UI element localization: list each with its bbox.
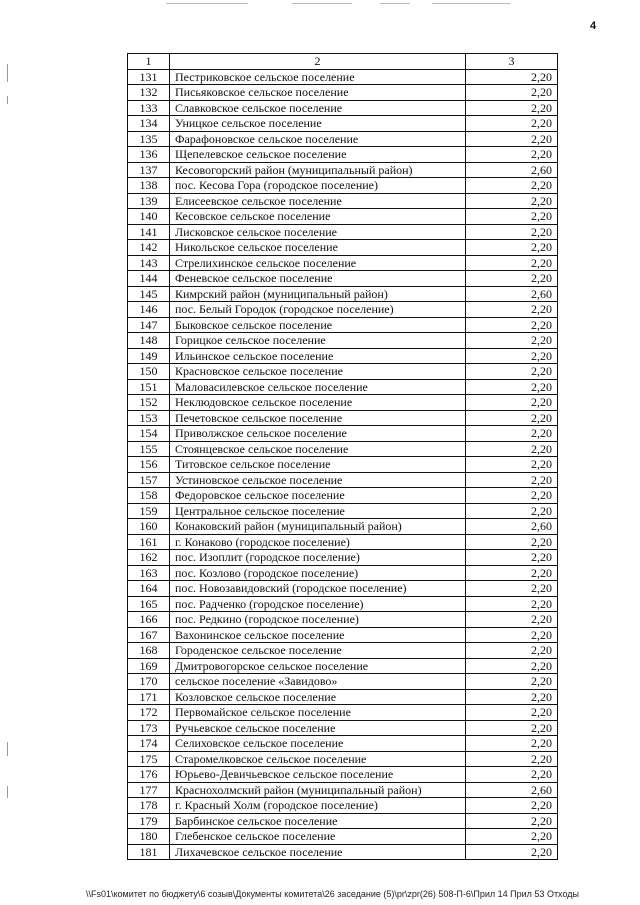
row-value: 2,20 xyxy=(466,596,558,612)
row-value: 2,20 xyxy=(466,224,558,240)
row-value: 2,20 xyxy=(466,348,558,364)
settlement-name: Ручьевское сельское поселение xyxy=(170,720,466,736)
row-value: 2,20 xyxy=(466,379,558,395)
row-number: 173 xyxy=(128,720,170,736)
table-row xyxy=(128,627,558,643)
row-value: 2,20 xyxy=(466,271,558,287)
settlement-name: Титовское сельское поселение xyxy=(170,457,466,473)
settlement-name: Неклюдовское сельское поселение xyxy=(170,395,466,411)
row-number: 181 xyxy=(128,844,170,860)
table-row xyxy=(128,643,558,659)
row-value: 2,20 xyxy=(466,751,558,767)
table-row xyxy=(128,472,558,488)
table-row xyxy=(128,658,558,674)
scan-artifact-line xyxy=(292,3,352,4)
settlement-name: Горицкое сельское поселение xyxy=(170,333,466,349)
row-value: 2,20 xyxy=(466,147,558,163)
row-number: 165 xyxy=(128,596,170,612)
row-value: 2,20 xyxy=(466,658,558,674)
settlement-name: Стрелихинское сельское поселение xyxy=(170,255,466,271)
table-row xyxy=(128,581,558,597)
row-number: 142 xyxy=(128,240,170,256)
row-value: 2,20 xyxy=(466,565,558,581)
row-value: 2,20 xyxy=(466,612,558,628)
table-row xyxy=(128,426,558,442)
row-number: 134 xyxy=(128,116,170,132)
row-number: 138 xyxy=(128,178,170,194)
settlement-name: пос. Радченко (городское поселение) xyxy=(170,596,466,612)
table-row xyxy=(128,798,558,814)
row-value: 2,20 xyxy=(466,550,558,566)
table-row xyxy=(128,550,558,566)
table-row xyxy=(128,100,558,116)
scan-margin-mark xyxy=(7,96,8,104)
row-number: 140 xyxy=(128,209,170,225)
row-number: 179 xyxy=(128,813,170,829)
row-number: 135 xyxy=(128,131,170,147)
table-row xyxy=(128,302,558,318)
settlement-name: Кимрский район (муниципальный район) xyxy=(170,286,466,302)
row-value: 2,20 xyxy=(466,178,558,194)
row-value: 2,60 xyxy=(466,782,558,798)
table-row xyxy=(128,379,558,395)
row-value: 2,60 xyxy=(466,286,558,302)
row-value: 2,20 xyxy=(466,410,558,426)
row-number: 146 xyxy=(128,302,170,318)
scan-margin-mark xyxy=(7,786,8,798)
row-value: 2,20 xyxy=(466,488,558,504)
row-value: 2,20 xyxy=(466,100,558,116)
table-row xyxy=(128,596,558,612)
settlement-name: пос. Изоплит (городское поселение) xyxy=(170,550,466,566)
table-row xyxy=(128,116,558,132)
table-row xyxy=(128,720,558,736)
row-number: 160 xyxy=(128,519,170,535)
row-number: 141 xyxy=(128,224,170,240)
table-row xyxy=(128,751,558,767)
row-number: 145 xyxy=(128,286,170,302)
settlement-name: Краснохолмский район (муниципальный район) xyxy=(170,782,466,798)
table-row xyxy=(128,674,558,690)
row-value: 2,20 xyxy=(466,705,558,721)
row-number: 172 xyxy=(128,705,170,721)
table-row xyxy=(128,131,558,147)
settlement-name: Уницкое сельское поселение xyxy=(170,116,466,132)
settlement-name: Письяковское сельское поселение xyxy=(170,85,466,101)
settlement-name: Дмитровогорское сельское поселение xyxy=(170,658,466,674)
row-value: 2,20 xyxy=(466,395,558,411)
table-row xyxy=(128,767,558,783)
table-row xyxy=(128,224,558,240)
row-value: 2,20 xyxy=(466,333,558,349)
table-row xyxy=(128,162,558,178)
table-body xyxy=(128,69,558,860)
row-number: 143 xyxy=(128,255,170,271)
row-value: 2,20 xyxy=(466,643,558,659)
table-row xyxy=(128,147,558,163)
row-value: 2,20 xyxy=(466,85,558,101)
row-value: 2,20 xyxy=(466,689,558,705)
row-number: 156 xyxy=(128,457,170,473)
table-row xyxy=(128,844,558,860)
settlement-name: Устиновское сельское поселение xyxy=(170,472,466,488)
table-row xyxy=(128,178,558,194)
scan-artifact-line xyxy=(380,3,410,4)
settlement-name: Маловасилевское сельское поселение xyxy=(170,379,466,395)
settlement-name: Никольское сельское поселение xyxy=(170,240,466,256)
row-number: 170 xyxy=(128,674,170,690)
header-cell-value: 3 xyxy=(466,54,558,70)
settlement-name: Юрьево-Девичьевское сельское поселение xyxy=(170,767,466,783)
row-number: 155 xyxy=(128,441,170,457)
row-number: 166 xyxy=(128,612,170,628)
scan-margin-mark xyxy=(7,742,8,756)
settlement-name: Центральное сельское поселение xyxy=(170,503,466,519)
settlement-name: Щепелевское сельское поселение xyxy=(170,147,466,163)
row-value: 2,20 xyxy=(466,503,558,519)
row-number: 153 xyxy=(128,410,170,426)
data-table xyxy=(127,53,558,860)
settlement-name: Стоянцевское сельское поселение xyxy=(170,441,466,457)
settlement-name: Федоровское сельское поселение xyxy=(170,488,466,504)
table-row xyxy=(128,689,558,705)
settlement-name: Конаковский район (муниципальный район) xyxy=(170,519,466,535)
settlement-name: Елисеевское сельское поселение xyxy=(170,193,466,209)
row-value: 2,20 xyxy=(466,441,558,457)
table-row xyxy=(128,736,558,752)
row-number: 131 xyxy=(128,69,170,85)
table-row xyxy=(128,255,558,271)
settlement-name: Первомайское сельское поселение xyxy=(170,705,466,721)
row-value: 2,20 xyxy=(466,131,558,147)
row-number: 139 xyxy=(128,193,170,209)
table-row xyxy=(128,395,558,411)
row-number: 147 xyxy=(128,317,170,333)
settlement-name: г. Конаково (городское поселение) xyxy=(170,534,466,550)
settlement-name: Ильинское сельское поселение xyxy=(170,348,466,364)
scan-artifact-line xyxy=(432,3,510,4)
settlement-name: пос. Новозавидовский (городское поселение) xyxy=(170,581,466,597)
row-number: 157 xyxy=(128,472,170,488)
row-number: 159 xyxy=(128,503,170,519)
settlement-name: Городенское сельское поселение xyxy=(170,643,466,659)
row-number: 132 xyxy=(128,85,170,101)
header-cell-number: 1 xyxy=(128,54,170,70)
row-value: 2,20 xyxy=(466,829,558,845)
row-value: 2,20 xyxy=(466,426,558,442)
table-row xyxy=(128,813,558,829)
row-value: 2,20 xyxy=(466,472,558,488)
table-row xyxy=(128,457,558,473)
settlement-name: Приволжское сельское поселение xyxy=(170,426,466,442)
settlement-name: Славковское сельское поселение xyxy=(170,100,466,116)
row-value: 2,20 xyxy=(466,674,558,690)
table-row xyxy=(128,441,558,457)
row-value: 2,20 xyxy=(466,364,558,380)
settlement-name: Вахонинское сельское поселение xyxy=(170,627,466,643)
row-value: 2,20 xyxy=(466,317,558,333)
settlement-name: Козловское сельское поселение xyxy=(170,689,466,705)
row-number: 177 xyxy=(128,782,170,798)
settlement-name: Селиховское сельское поселение xyxy=(170,736,466,752)
table-row xyxy=(128,193,558,209)
table-row xyxy=(128,209,558,225)
table-row xyxy=(128,503,558,519)
row-number: 158 xyxy=(128,488,170,504)
row-number: 167 xyxy=(128,627,170,643)
settlement-name: пос. Редкино (городское поселение) xyxy=(170,612,466,628)
row-number: 137 xyxy=(128,162,170,178)
row-number: 169 xyxy=(128,658,170,674)
settlement-name: сельское поселение «Завидово» xyxy=(170,674,466,690)
settlement-name: пос. Кесова Гора (городское поселение) xyxy=(170,178,466,194)
row-number: 136 xyxy=(128,147,170,163)
row-value: 2,20 xyxy=(466,240,558,256)
row-number: 149 xyxy=(128,348,170,364)
row-value: 2,20 xyxy=(466,534,558,550)
table-row xyxy=(128,519,558,535)
settlement-name: пос. Белый Городок (городское поселение) xyxy=(170,302,466,318)
table-row xyxy=(128,348,558,364)
table-row xyxy=(128,85,558,101)
settlement-name: Красновское сельское поселение xyxy=(170,364,466,380)
settlement-name: г. Красный Холм (городское поселение) xyxy=(170,798,466,814)
row-number: 148 xyxy=(128,333,170,349)
row-value: 2,20 xyxy=(466,844,558,860)
row-value: 2,20 xyxy=(466,720,558,736)
settlement-name: Пестриковское сельское поселение xyxy=(170,69,466,85)
table-row xyxy=(128,829,558,845)
table-row xyxy=(128,410,558,426)
row-number: 162 xyxy=(128,550,170,566)
row-number: 154 xyxy=(128,426,170,442)
row-value: 2,60 xyxy=(466,519,558,535)
scan-artifact-line xyxy=(166,3,248,4)
row-number: 133 xyxy=(128,100,170,116)
row-value: 2,20 xyxy=(466,302,558,318)
table-row xyxy=(128,488,558,504)
table-row xyxy=(128,565,558,581)
settlement-name: Глебенское сельское поселение xyxy=(170,829,466,845)
table-row xyxy=(128,612,558,628)
settlement-name: Кесовогорский район (муниципальный район) xyxy=(170,162,466,178)
row-number: 161 xyxy=(128,534,170,550)
table-row xyxy=(128,286,558,302)
settlement-name: Лисковское сельское поселение xyxy=(170,224,466,240)
settlement-name: Старомелковское сельское поселение xyxy=(170,751,466,767)
row-number: 144 xyxy=(128,271,170,287)
footer-file-path: \\Fs01\комитет по бюджету\6 созыв\Документы комитета\26 заседание (5)\pr\zpr(26) 508-П-6\Прил 14 Прил 53 Отходы xyxy=(86,889,579,899)
table-row xyxy=(128,782,558,798)
row-value: 2,20 xyxy=(466,581,558,597)
row-number: 178 xyxy=(128,798,170,814)
row-number: 175 xyxy=(128,751,170,767)
row-value: 2,20 xyxy=(466,255,558,271)
table-row xyxy=(128,271,558,287)
row-value: 2,20 xyxy=(466,736,558,752)
settlement-name: Быковское сельское поселение xyxy=(170,317,466,333)
row-number: 171 xyxy=(128,689,170,705)
table-row xyxy=(128,333,558,349)
table-row xyxy=(128,705,558,721)
settlement-name: Печетовское сельское поселение xyxy=(170,410,466,426)
table-row xyxy=(128,364,558,380)
table-row xyxy=(128,317,558,333)
row-value: 2,20 xyxy=(466,69,558,85)
row-value: 2,20 xyxy=(466,813,558,829)
row-number: 163 xyxy=(128,565,170,581)
row-value: 2,60 xyxy=(466,162,558,178)
row-value: 2,20 xyxy=(466,193,558,209)
row-value: 2,20 xyxy=(466,798,558,814)
table-row xyxy=(128,240,558,256)
row-value: 2,20 xyxy=(466,209,558,225)
row-number: 150 xyxy=(128,364,170,380)
row-number: 152 xyxy=(128,395,170,411)
page-number: 4 xyxy=(590,20,597,32)
row-number: 180 xyxy=(128,829,170,845)
settlement-name: Фарафоновское сельское поселение xyxy=(170,131,466,147)
row-number: 164 xyxy=(128,581,170,597)
settlement-name: Феневское сельское поселение xyxy=(170,271,466,287)
row-number: 174 xyxy=(128,736,170,752)
table-row xyxy=(128,69,558,85)
header-cell-name: 2 xyxy=(170,54,466,70)
row-value: 2,20 xyxy=(466,767,558,783)
table-row xyxy=(128,534,558,550)
row-number: 168 xyxy=(128,643,170,659)
settlement-name: Лихачевское сельское поселение xyxy=(170,844,466,860)
settlement-name: пос. Козлово (городское поселение) xyxy=(170,565,466,581)
row-value: 2,20 xyxy=(466,627,558,643)
table-header-row xyxy=(128,54,558,70)
settlement-name: Кесовское сельское поселение xyxy=(170,209,466,225)
scan-margin-mark xyxy=(7,64,8,82)
row-value: 2,20 xyxy=(466,116,558,132)
row-number: 151 xyxy=(128,379,170,395)
row-number: 176 xyxy=(128,767,170,783)
settlement-name: Барбинское сельское поселение xyxy=(170,813,466,829)
row-value: 2,20 xyxy=(466,457,558,473)
